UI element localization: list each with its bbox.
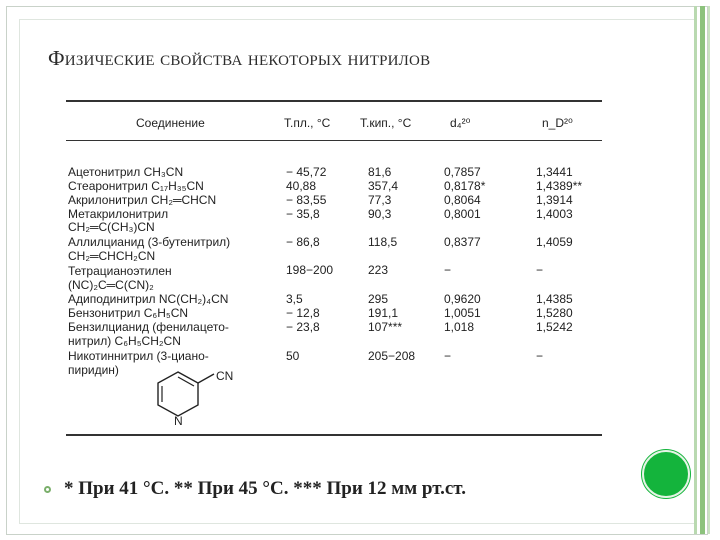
header-density: d₄²⁰ [450,116,471,130]
table-row-bp: 77,3 [368,193,392,207]
table-row-bp: 118,5 [368,235,398,249]
table-row-name: Акрилонитрил CH₂═CHCN [68,193,217,207]
pyridine-structure-icon [152,366,248,426]
table-row-formula: нитрил) C₆H₅CH₂CN [68,334,181,348]
table-row-formula: CH₂═CHCH₂CN [68,249,156,263]
table-row-density: 0,8001 [444,207,481,221]
table-row-refraction: 1,3914 [536,193,573,207]
footnote-text: * При 41 °С. ** При 45 °С. *** При 12 мм рт.ст. [64,478,466,499]
table-row-density: 0,8377 [444,235,481,249]
nitrile-properties-table [66,100,602,440]
table-row-density: 1,018 [444,320,475,334]
table-row-name: Метакрилонитрил [68,207,169,221]
table-row-name: Бензонитрил C₆H₅CN [68,306,189,320]
table-row-mp: 3,5 [286,292,303,306]
table-row-refraction: 1,5280 [536,306,573,320]
table-row-name: Бензилцианид (фенилацето- [68,320,229,334]
header-boiling-point: Т.кип., °С [360,116,412,130]
table-row-formula: пиридин) [68,363,119,377]
green-circle-decoration [642,450,690,498]
table-row-density: − [444,263,452,277]
table-row-formula: (NC)₂C═C(CN)₂ [68,278,154,292]
table-row-mp: − 86,8 [286,235,320,249]
table-row-mp: 50 [286,349,300,363]
table-row-density: 0,8178* [444,179,486,193]
table-row-bp: 81,6 [368,165,392,179]
side-bar-thin [708,6,710,534]
table-row-bp: 223 [368,263,389,277]
table-row-refraction: 1,4385 [536,292,573,306]
table-row-density: 0,8064 [444,193,481,207]
side-bar-accent [700,6,705,534]
ring-nitrogen-label: N [174,414,183,426]
table-row-name: Ацетонитрил CH₃CN [68,165,184,179]
table-row-bp: 90,3 [368,207,392,221]
table-row-refraction: − [536,263,544,277]
header-compound: Соединение [136,116,205,130]
cyano-group-label: CN [216,369,234,383]
table-row-refraction: 1,4059 [536,235,573,249]
table-row-refraction: 1,5242 [536,320,573,334]
table-row-refraction: − [536,349,544,363]
table-row-bp: 191,1 [368,306,399,320]
table-row-mp: 40,88 [286,179,317,193]
table-row-refraction: 1,4389** [536,179,583,193]
table-row-mp: − 23,8 [286,320,320,334]
table-row-refraction: 1,3441 [536,165,573,179]
table-row-mp: − 45,72 [286,165,327,179]
table-row-mp: 198−200 [286,263,334,277]
table-row-bp: 295 [368,292,389,306]
table-row-name: Адиподинитрил NC(CH₂)₄CN [68,292,229,306]
table-row-bp: 107*** [368,320,403,334]
side-bar-light [694,6,697,534]
header-refractive-index: n_D²⁰ [542,116,573,130]
header-melting-point: Т.пл., °С [284,116,331,130]
table-row-density: 0,9620 [444,292,481,306]
table-row-name: Аллилцианид (3-бутенитрил) [68,235,231,249]
table-row-name: Стеаронитрил C₁₇H₃₅CN [68,179,204,193]
table-row-bp: 357,4 [368,179,399,193]
table-row-name: Никотиннитрил (3-циано- [68,349,209,363]
table-row-mp: − 83,55 [286,193,327,207]
table-row-formula: CH₂═C(CH₃)CN [68,220,155,234]
table-row-refraction: 1,4003 [536,207,573,221]
table-header-rule [66,140,602,141]
table-top-rule [66,100,602,102]
table-row-bp: 205−208 [368,349,416,363]
table-row-density: 0,7857 [444,165,481,179]
decorative-side-bars [694,6,712,534]
table-row-mp: − 35,8 [286,207,320,221]
table-bottom-rule [66,434,602,436]
slide-title: Физические свойства некоторых нитрилов [48,46,431,70]
table-row-density: 1,0051 [444,306,481,320]
bullet-icon [44,486,51,493]
table-row-density: − [444,349,452,363]
table-row-name: Тетрацианоэтилен [68,264,172,278]
table-row-mp: − 12,8 [286,306,320,320]
